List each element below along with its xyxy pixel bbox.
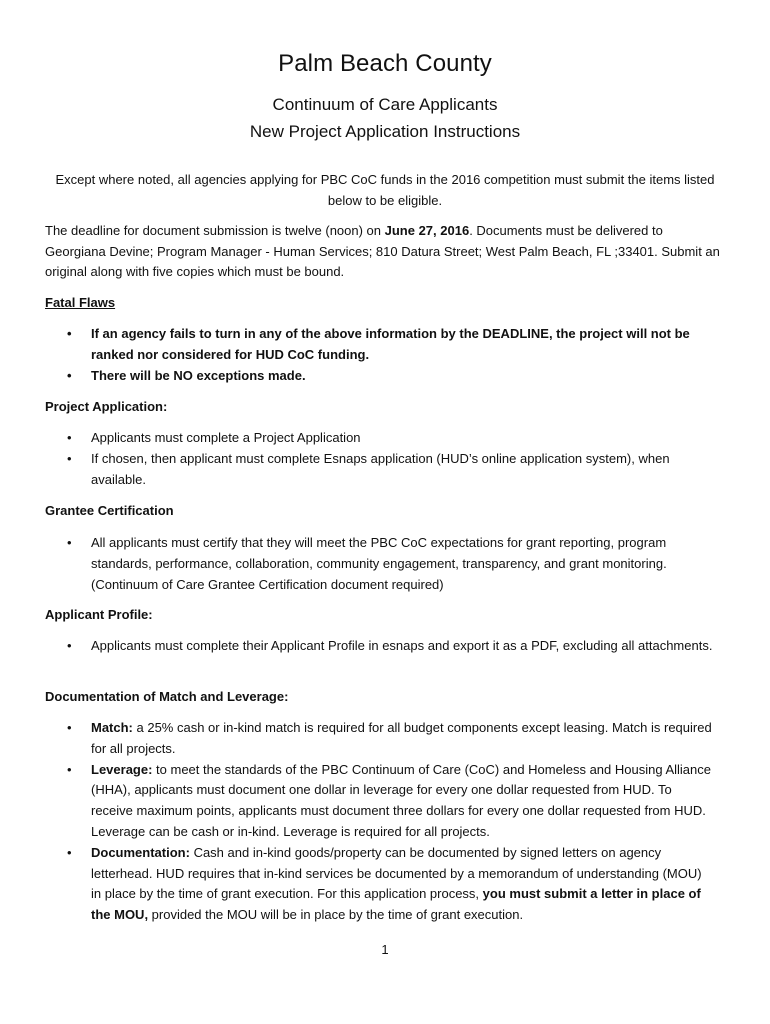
bullet-icon: • [67,367,72,383]
fatal-flaws-list [45,324,715,386]
bullet-icon: • [67,535,72,550]
applicant-profile-list [45,636,715,657]
deadline-paragraph [45,221,725,283]
bullet-icon: • [67,761,72,777]
grantee-certification-list [45,533,715,595]
list-item: • If an agency fails to turn in any of the above information by the DEADLINE, the project will not be ranked nor considered for HUD CoC funding. [67,326,690,362]
project-application-heading: Project Application: [45,399,168,414]
list-item: • All applicants must certify that they will meet the PBC CoC expectations for grant reporting, program standards, performance, collaboration, community engagement, transparency, and grant monitoring. (Continuum of Care Grantee Certification document required) [67,535,667,592]
list-item-documentation: • Documentation: Cash and in-kind goods/property can be documented by signed letters on agency letterhead. HUD requires that in-kind services be documented by a memorandum of understanding (MOU) in place by the time of grant execution. For this application process, you must submit a letter in place of the MOU, provided the MOU will be in place by the time of grant execution. [67,844,702,923]
deadline-date: June 27, 2016 [384,223,470,238]
bullet-icon: • [67,638,72,653]
document-subtitle-1: Continuum of Care Applicants [272,95,498,114]
match-leverage-list [45,718,715,926]
bullet-icon: • [67,450,72,466]
bullet-icon: • [67,326,72,341]
list-item: • Applicants must complete a Project Application [45,428,715,449]
document-subtitle-2: New Project Application Instructions [249,122,521,141]
list-item: • If chosen, then applicant must complete Esnaps application (HUD’s online application system), when available. [67,450,670,487]
deadline-text-post: . Documents must be delivered to Georgiana Devine; Program Manager - Human Services; 810 Datura Street; West Palm Beach, FL ;33401. Submit an original along with five copies which must be bound. [45,223,720,279]
applicant-profile-heading: Applicant Profile: [45,607,153,622]
list-item-match: • Match: a 25% cash or in-kind match is required for all budget components except leasing. Match is required for all projects. [67,720,712,756]
list-item-leverage: • Leverage: to meet the standards of the PBC Continuum of Care (CoC) and Homeless and Housing Alliance (HHA), applicants must document one dollar in leverage for every one dollar requested from HUD. To receive maximum points, applicants must document three dollars for every one dollar requested from HUD. Leverage can be cash or in-kind. Leverage is required for all projects. [67,761,711,839]
list-item: • Applicants must complete their Applicant Profile in esnaps and export it as a PDF, excluding all attachments. [45,636,715,657]
intro-paragraph: Except where noted, all agencies applying for PBC CoC funds in the 2016 competition must submit the items listed below to be eligible. [55,172,715,208]
deadline-text-pre: The deadline for document submission is twelve (noon) on [45,223,385,238]
grantee-certification-heading: Grantee Certification [45,503,174,518]
bullet-icon: • [67,844,72,860]
bullet-icon: • [67,720,72,735]
list-item: • There will be NO exceptions made. [45,366,715,387]
document-title: Palm Beach County [278,50,492,77]
bullet-icon: • [67,430,72,445]
match-leverage-heading: Documentation of Match and Leverage: [45,689,289,704]
project-application-list [45,428,715,490]
fatal-flaws-heading: Fatal Flaws [45,295,116,310]
page-number: 1 [381,942,389,957]
